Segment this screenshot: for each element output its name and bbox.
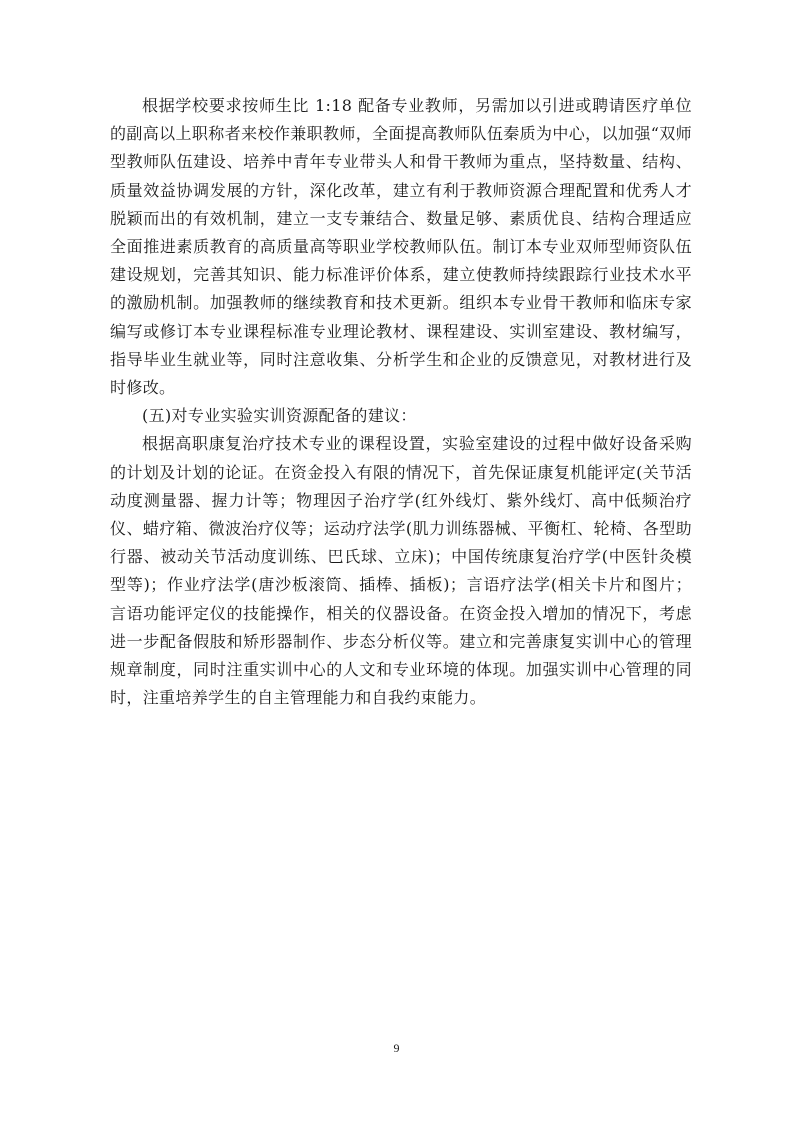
paragraph-lab-equipment: 根据高职康复治疗技术专业的课程设置，实验室建设的过程中做好设备采购的计划及计划的论证。在资金投入有限的情况下，首先保证康复机能评定(关节活动度测量器、握力计等；物理因子治疗学(红外线灯、紫外线灯、高中低频治疗仪、蜡疗箱、微波治疗仪等；运动疗法学(肌力训练器械、平衡杠、轮椅、各型助行器、被动关节活动度训练、巴氏球、立床)；中国传统康复治疗学(中医针灸模型等)；作业疗法学(唐沙板滚筒、插棒、插板)；言语疗法学(相关卡片和图片；言语功能评定仪的技能操作，相关的仪器设备。在资金投入增加的情况下，考虑进一步配备假肢和矫形器制作、步态分析仪等。建立和完善康复实训中心的管理规章制度，同时注重实训中心的人文和专业环境的体现。加强实训中心管理的同时，注重培养学生的自主管理能力和自我约束能力。 xyxy=(110,434,692,708)
page-number: 9 xyxy=(393,1041,400,1055)
section-heading-lab-resources: (五)对专业实验实训资源配备的建议： xyxy=(142,406,417,426)
document-body xyxy=(110,92,692,712)
paragraph-faculty-staffing: 根据学校要求按师生比 1:18 配备专业教师，另需加以引进或聘请医疗单位的副高以上职称者来校作兼职教师，全面提高教师队伍秦质为中心，以加强“双师型教师队伍建设、培养中青年专业带头人和骨干教师为重点，坚持数量、结构、质量效益协调发展的方针，深化改革，建立有利于教师资源合理配置和优秀人才脱颖而出的有效机制，建立一支专兼结合、数量足够、素质优良、结构合理适应全面推进素质教育的高质量高等职业学校教师队伍。制订本专业双师型师资队伍建设规划，完善其知识、能力标准评价体系，建立使教师持续跟踪行业技术水平的激励机制。加强教师的继续教育和技术更新。组织本专业骨干教师和临床专家编写或修订本专业课程标准专业理论教材、课程建设、实训室建设、教材编写，指导毕业生就业等，同时注意收集、分析学生和企业的反馈意见，对教材进行及时修改。 xyxy=(110,96,692,398)
